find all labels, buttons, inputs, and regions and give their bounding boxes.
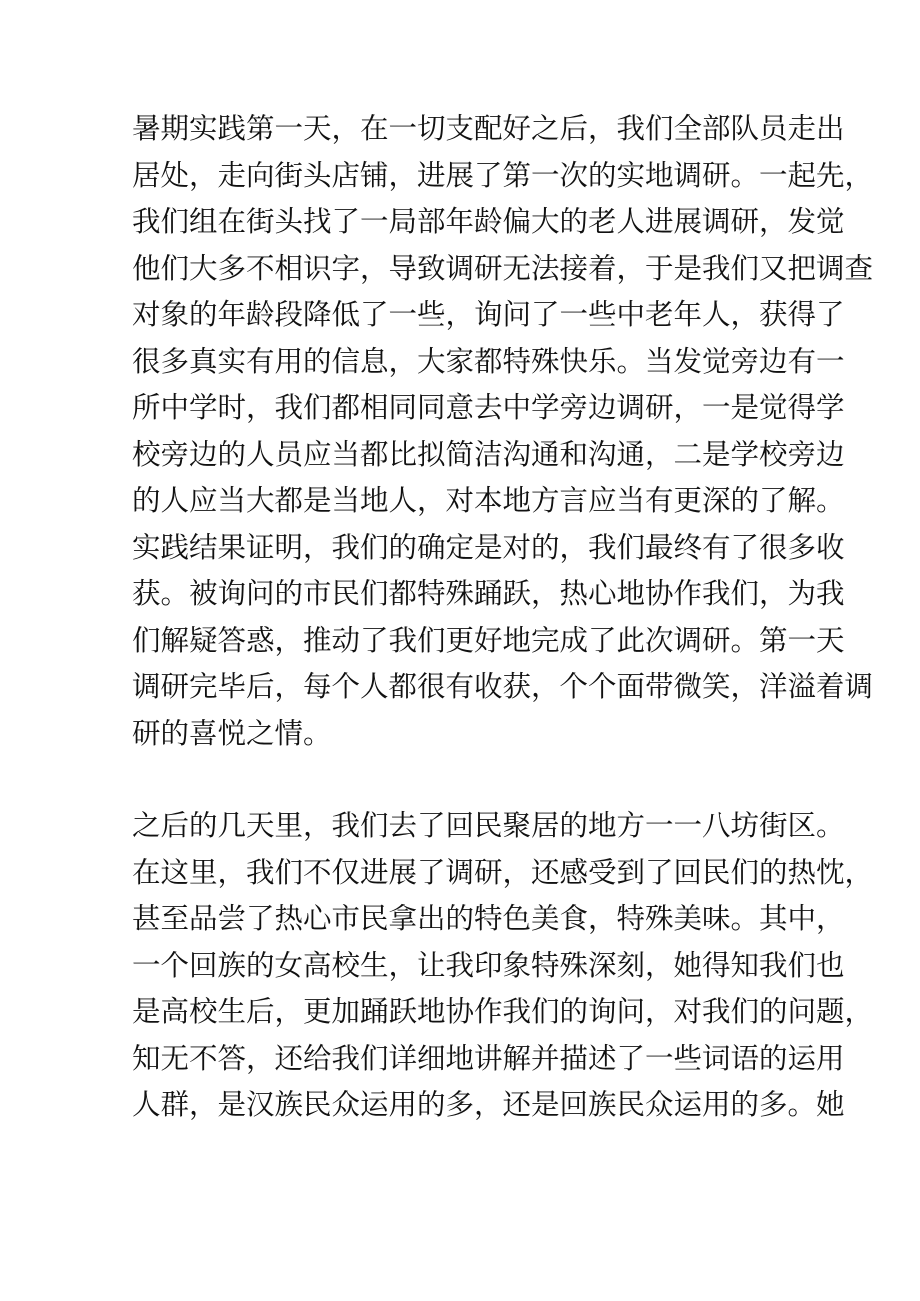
text-line: 实践结果证明，我们的确定是对的，我们最终有了很多收 <box>132 530 845 564</box>
text-line: 暑期实践第一天，在一切支配好之后，我们全部队员走出 <box>132 112 845 145</box>
text-line: 他们大多不相识字，导致调研无法接着，于是我们又把调查 <box>132 251 874 285</box>
text-line: 在这里，我们不仅进展了调研，还感受到了回民们的热忱， <box>132 855 874 889</box>
paragraph-2 <box>132 803 874 1129</box>
document-body <box>132 106 874 1129</box>
text-line: 人群，是汉族民众运用的多，还是回族民众运用的多。她 <box>132 1088 845 1121</box>
text-line: 校旁边的人员应当都比拟简洁沟通和沟通，二是学校旁边 <box>132 437 845 471</box>
text-line: 获。被询问的市民们都特殊踊跃，热心地协作我们，为我 <box>132 577 845 610</box>
text-line: 之后的几天里，我们去了回民聚居的地方一一八坊街区。 <box>132 809 845 842</box>
text-line: 调研完毕后，每个人都很有收获，个个面带微笑，洋溢着调 <box>132 670 874 703</box>
text-line: 居处，走向街头店铺，进展了第一次的实地调研。一起先， <box>132 158 874 192</box>
text-line: 很多真实有用的信息，大家都特殊快乐。当发觉旁边有一 <box>132 344 845 378</box>
text-line: 知无不答，还给我们详细地讲解并描述了一些词语的运用 <box>132 1041 845 1075</box>
text-line: 对象的年龄段降低了一些，询问了一些中老年人，获得了 <box>132 298 845 331</box>
text-line: 的人应当大都是当地人，对本地方言应当有更深的了解。 <box>132 484 845 517</box>
text-line: 所中学时，我们都相同同意去中学旁边调研，一是觉得学 <box>132 391 845 424</box>
text-line: 研的喜悦之情。 <box>132 716 332 750</box>
text-line: 甚至品尝了热心市民拿出的特色美食，特殊美味。其中， <box>132 902 845 935</box>
text-line: 一个回族的女高校生，让我印象特殊深刻，她得知我们也 <box>132 948 845 982</box>
text-line: 我们组在街头找了一局部年龄偏大的老人进展调研，发觉 <box>132 205 845 238</box>
text-line: 是高校生后，更加踊跃地协作我们的询问，对我们的问题， <box>132 995 874 1028</box>
paragraph-1 <box>132 106 874 757</box>
text-line: 们解疑答惑，推动了我们更好地完成了此次调研。第一天 <box>132 623 845 657</box>
